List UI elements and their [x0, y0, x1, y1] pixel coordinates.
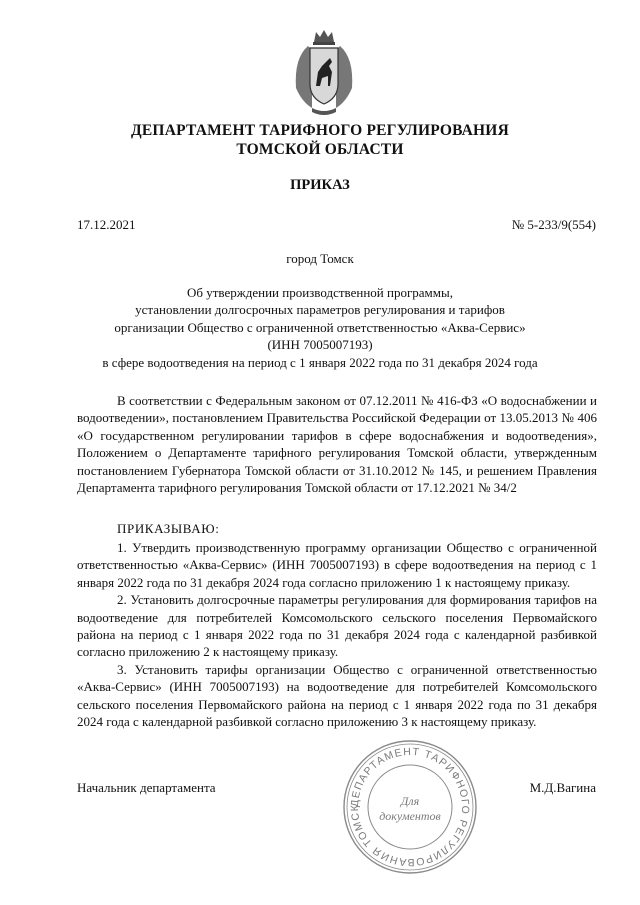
document-title	[60, 284, 580, 371]
orders-list	[77, 539, 597, 730]
document-type: ПРИКАЗ	[290, 177, 350, 193]
order-item: 1. Утвердить производственную программу организации Общество с ограниченной ответственностью «Аква-Сервис» (ИНН 7005007193) в сфере водоотведения на период с 1 января 2022 года по 31 декабря 2024 года согласно приложению 1 к настоящему приказу.	[77, 540, 597, 590]
coat-of-arms-icon	[288, 28, 360, 116]
title-line: (ИНН 7005007193)	[267, 337, 373, 353]
orders-heading: ПРИКАЗЫВАЮ:	[117, 521, 220, 536]
official-stamp	[340, 737, 480, 877]
order-item: 2. Установить долгосрочные параметры регулирования для формирования тарифов на водоотведение для потребителей Комсомольского сельского поселения Первомайского района на период с 1 января 2022 года по 31 декабря 2024 года с календарной разбивкой согласно приложению 2 к настоящему приказу.	[77, 592, 597, 660]
document-date: 17.12.2021	[77, 217, 136, 232]
org-name-line2: ТОМСКОЙ ОБЛАСТИ	[236, 141, 404, 158]
document-city: город Томск	[286, 251, 354, 266]
title-line: Об утверждении производственной программы,	[187, 285, 453, 300]
stamp-center-line1: Для	[400, 794, 420, 808]
title-line: организации Общество с ограниченной ответственностью «Аква-Сервис»	[114, 319, 526, 335]
title-line: установлении долгосрочных параметров регулирования и тарифов	[135, 302, 505, 318]
stamp-center-line2: документов	[379, 809, 441, 823]
org-name-line1: ДЕПАРТАМЕНТ ТАРИФНОГО РЕГУЛИРОВАНИЯ	[131, 122, 509, 139]
order-item: 3. Установить тарифы организации Общество с ограниченной ответственностью «Аква-Сервис» (ИНН 7005007193) на водоотведение для потребителей Комсомольского сельского поселения Первомайского района на период с 1 января 2022 года по 31 декабря 2024 года с календарной разбивкой согласно приложению 3 к настоящему приказу.	[77, 661, 597, 730]
signatory-name: М.Д.Вагина	[529, 780, 596, 795]
document-number: № 5-233/9(554)	[511, 217, 596, 232]
signatory-title: Начальник департамента	[77, 780, 216, 795]
preamble-paragraph: В соответствии с Федеральным законом от 07.12.2011 № 416-ФЗ «О водоснабжении и водоотведении», постановлением Правительства Российской Федерации от 13.05.2013 № 406 «О государственном регулировании тарифов в сфере водоснабжения и водоотведения», Положением о Департаменте тарифного регулирования Томской области, утвержденным постановлением Губернатора Томской области от 31.10.2012 № 145, и решением Правления Департамента тарифного регулирования Томской области от 17.12.2021 № 34/2	[77, 393, 597, 496]
stamp-ring-text: ДЕПАРТАМЕНТ ТАРИФНОГО РЕГУЛИРОВАНИЯ ТОМСК	[348, 745, 472, 869]
title-line: в сфере водоотведения на период с 1 января 2022 года по 31 декабря 2024 года	[102, 354, 538, 370]
